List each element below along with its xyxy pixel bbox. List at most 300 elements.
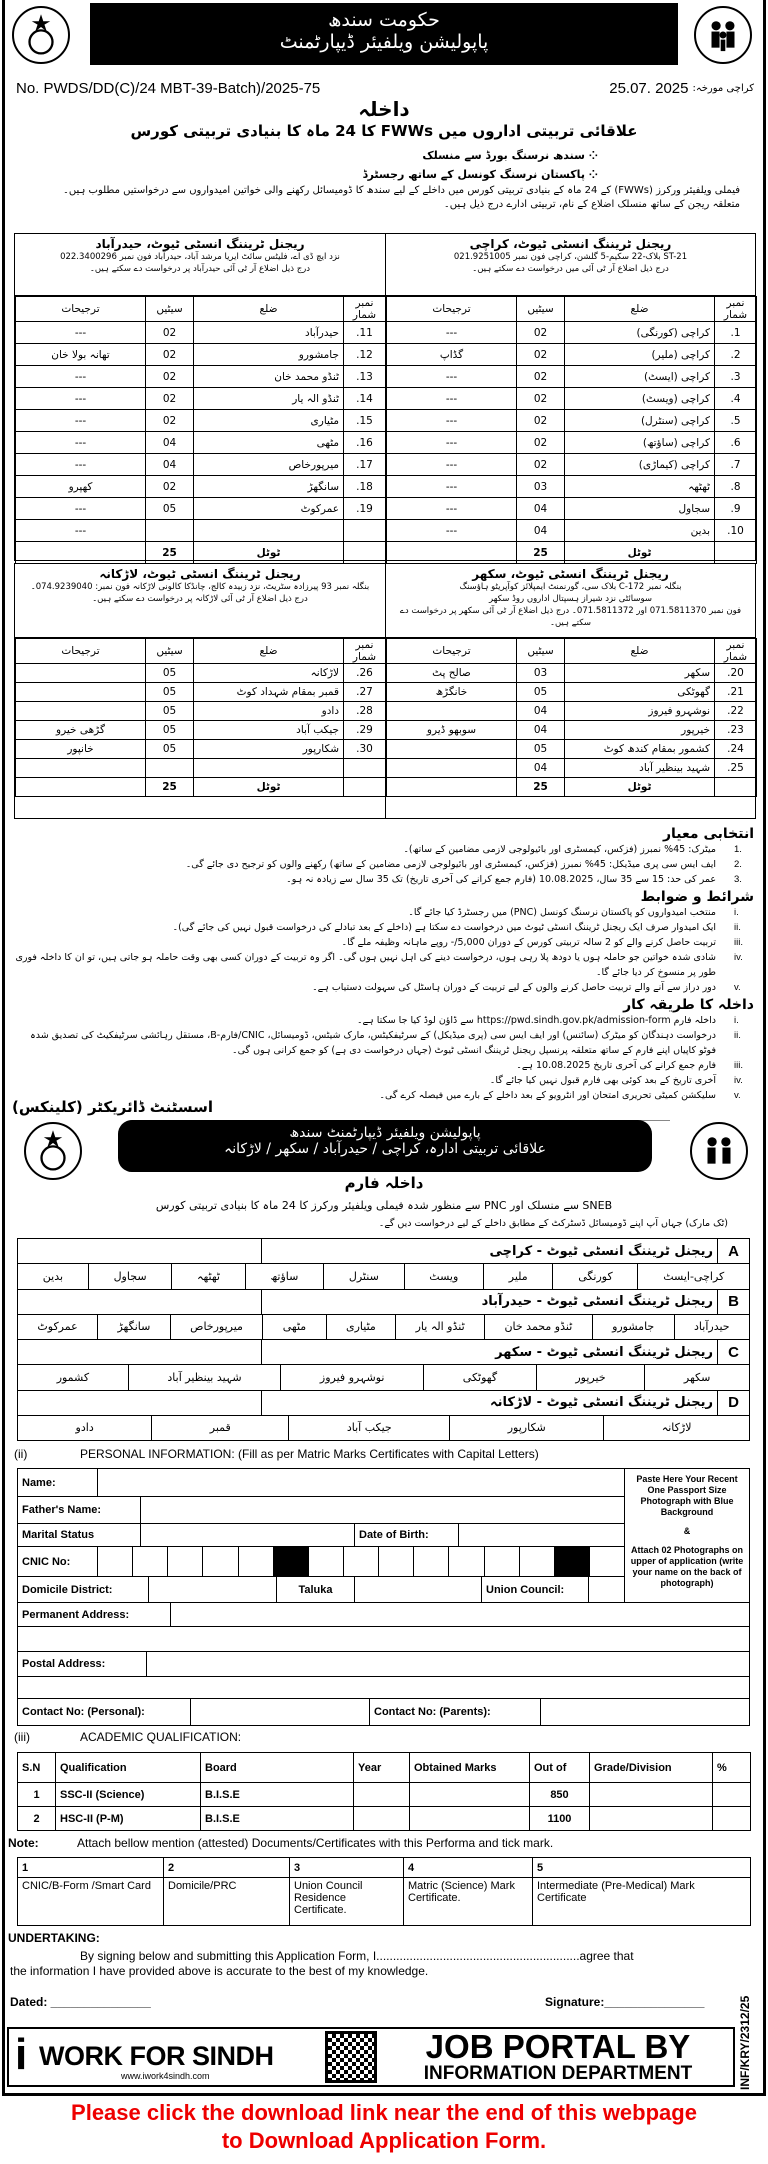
board: B.I.S.E: [201, 1807, 354, 1831]
name-label: Name:: [22, 1476, 56, 1489]
district-option[interactable]: خیرپور: [536, 1365, 645, 1390]
father-name-field[interactable]: [140, 1497, 624, 1523]
seats: [146, 520, 194, 542]
column-header: ترجیحات: [16, 639, 146, 664]
column-header: سیٹیں: [146, 639, 194, 664]
taluka-label: Taluka: [276, 1577, 354, 1602]
footer-url[interactable]: www.iwork4sindh.com: [121, 2071, 210, 2081]
table-row: [16, 410, 386, 432]
item-text: درخواست دہندگان کو میٹرک (سائنس) اور ایف ایس سی (پری میڈیکل) کے سرٹیفکیٹس، مارک شیٹس، ڈومیسائل، CNIC/فارم-B، مستقل رہائشی سرٹیفکیٹ کی تصدیق شدہ فوٹو کاپیاں اپنے فارم کے ساتھ متعلقہ پرنسپل ریجنل ٹریننگ انسٹی ٹیوٹ (جہاں درخواست دی ہے) کو جمع کرانی ہوں گی۔: [30, 1030, 716, 1056]
cnic-digit-box[interactable]: [484, 1547, 519, 1576]
serial-number: 10.: [715, 520, 757, 542]
district-option[interactable]: میرپورخاص: [170, 1315, 263, 1340]
photo-box[interactable]: Paste Here Your Recent One Passport Size Photograph with Blue Background & Attach 02 Photographs on upper of application (write your name on the back of photograph): [624, 1468, 749, 1602]
preference: [16, 702, 146, 721]
preference: گڑھی خیرو: [16, 721, 146, 740]
reference-number: No. PWDS/DD(C)/24 MBT-39-Batch)/2025-75: [16, 80, 321, 97]
serial-number: 19.: [344, 498, 386, 520]
note-label: Note:: [8, 1836, 39, 1850]
seats: 25: [146, 542, 194, 564]
district-option[interactable]: ویسٹ: [404, 1264, 483, 1289]
region-districts-row: [18, 1415, 749, 1441]
preference: تھانہ بولا خان: [16, 344, 146, 366]
column-header: Board: [201, 1753, 354, 1783]
cnic-digit-box[interactable]: [167, 1547, 202, 1576]
serial-number: 27.: [344, 683, 386, 702]
table-row: [16, 344, 386, 366]
region-letter: B: [717, 1290, 749, 1314]
region-title: ریجنل ٹریننگ انسٹی ٹیوٹ - کراچی: [261, 1239, 717, 1263]
institute-header: [386, 234, 755, 296]
form-institutes: علاقائی تربیتی ادارہ، کراچی / حیدرآباد / سکھر / لاڑکانہ: [224, 1141, 546, 1157]
preference: ---: [387, 410, 517, 432]
document-number[interactable]: 4: [404, 1858, 533, 1878]
district: ٹوٹل: [565, 542, 715, 564]
region-letter: A: [717, 1239, 749, 1263]
region-title: ریجنل ٹریننگ انسٹی ٹیوٹ - لاڑکانہ: [261, 1391, 717, 1415]
serial-number: 13.: [344, 366, 386, 388]
cnic-digit-box[interactable]: [202, 1547, 237, 1576]
district-option[interactable]: حیدرآباد: [674, 1315, 749, 1340]
cnic-digit-box[interactable]: [343, 1547, 378, 1576]
bullet-item: ⁘ پاکستان نرسنگ کونسل کے ساتھ رجسٹرڈ: [362, 168, 598, 181]
taluka-field[interactable]: [354, 1577, 481, 1602]
procedure-heading: داخلہ کا طریقہ کار: [623, 997, 754, 1013]
table-row: [387, 702, 757, 721]
serial-number: 12.: [344, 344, 386, 366]
column-header: ترجیحات: [387, 639, 517, 664]
district-option[interactable]: کراچی-ایسٹ: [637, 1264, 749, 1289]
item-text: منتخب امیدواروں کو پاکستان نرسنگ کونسل (PNC) میں رجسٹرڈ کیا جائے گا۔: [408, 907, 716, 918]
table-row: [16, 388, 386, 410]
table-row: [387, 721, 757, 740]
district: مٹیاری: [194, 410, 344, 432]
district-option[interactable]: مٹیاری: [326, 1315, 396, 1340]
bullet-icon: ⁘: [584, 149, 598, 162]
serial-number: [344, 520, 386, 542]
item-number: ii.: [734, 922, 741, 933]
preference: [16, 778, 146, 797]
cnic-dash: [273, 1547, 308, 1576]
cnic-digit-box[interactable]: [378, 1547, 413, 1576]
item-number: iii.: [734, 937, 743, 948]
serial-number: 1.: [715, 322, 757, 344]
table-row: [387, 432, 757, 454]
grade-field[interactable]: [590, 1783, 713, 1807]
district: قمبر بمقام شہداد کوٹ: [194, 683, 344, 702]
domicile-field[interactable]: [148, 1577, 276, 1602]
dob-field[interactable]: [458, 1524, 624, 1546]
region-selection-table: [17, 1238, 750, 1441]
seats: 02: [146, 476, 194, 498]
column-header: Qualification: [56, 1753, 201, 1783]
seats: 04: [146, 432, 194, 454]
district: کراچی (ویسٹ): [565, 388, 715, 410]
permanent-address-field[interactable]: [170, 1603, 749, 1626]
serial-number: 2.: [715, 344, 757, 366]
serial-number: 5.: [715, 410, 757, 432]
serial-number: 25.: [715, 759, 757, 778]
form-dept: پاپولیشن ویلفیئر ڈیپارٹمنٹ سندھ: [289, 1125, 481, 1141]
document-number[interactable]: 1: [18, 1858, 164, 1878]
seats: 04: [517, 759, 565, 778]
institute-hyderabad: [15, 234, 385, 560]
district: [194, 520, 344, 542]
obtained-marks-field[interactable]: [410, 1807, 530, 1831]
district-option[interactable]: جیکب آباد: [288, 1416, 449, 1441]
postal-address-label: Postal Address:: [22, 1658, 106, 1670]
dated-field[interactable]: Dated: _______________: [10, 1995, 151, 2009]
institutes-table-2: [14, 563, 756, 819]
seats: 02: [146, 410, 194, 432]
academic-table: [17, 1752, 751, 1831]
item-text: دور دراز سے آنے والے تربیت حاصل کرنے والوں کے لیے تربیت کے دوران ہاسٹل کی سہولت دستیاب ہے۔: [312, 982, 716, 993]
item-number: 3.: [734, 874, 742, 885]
district-option[interactable]: سکھر: [644, 1365, 749, 1390]
out-of: 850: [530, 1783, 590, 1807]
item-number: v.: [734, 1090, 741, 1101]
region-tick-box[interactable]: [18, 1391, 261, 1415]
serial-number: 18.: [344, 476, 386, 498]
column-header: ترجیحات: [16, 297, 146, 322]
contact-parents-label: Contact No: (Parents):: [369, 1699, 540, 1725]
permanent-address-field-2[interactable]: [18, 1627, 749, 1651]
district-option[interactable]: لاڑکانہ: [603, 1416, 749, 1441]
item-text: ایک امیدوار صرف ایک ریجنل ٹریننگ انسٹی ٹیوٹ میں درخواست دے سکتا ہے (داخلے کے بعد تبادلے کی درخواست قبول نہیں کی جائے گی)۔: [172, 922, 716, 933]
column-header: Obtained Marks: [410, 1753, 530, 1783]
cnic-digit-box[interactable]: [519, 1547, 554, 1576]
serial-number: 21.: [715, 683, 757, 702]
preference: خانگڑھ: [387, 683, 517, 702]
seats: 05: [146, 683, 194, 702]
table-row: [16, 759, 386, 778]
preference: ---: [16, 498, 146, 520]
seats: 02: [517, 388, 565, 410]
column-header: سیٹیں: [146, 297, 194, 322]
qualification: SSC-II (Science): [56, 1783, 201, 1807]
table-row: [16, 476, 386, 498]
terms-item: [14, 905, 754, 920]
cnic-digit-box[interactable]: [448, 1547, 483, 1576]
seats: 04: [517, 498, 565, 520]
district-option[interactable]: قمبر: [151, 1416, 288, 1441]
union-council-field[interactable]: [588, 1577, 624, 1602]
preference: [387, 778, 517, 797]
column-header: Grade/Division: [590, 1753, 713, 1783]
download-note: Please click the download link near the end of this webpage: [71, 2100, 697, 2125]
district-option[interactable]: نوشہرو فیروز: [280, 1365, 423, 1390]
institute-larkana: [15, 564, 385, 818]
seats: 05: [146, 498, 194, 520]
seats: 02: [517, 432, 565, 454]
serial-number: 26.: [344, 664, 386, 683]
percent-field[interactable]: [713, 1807, 751, 1831]
district: [194, 759, 344, 778]
seats: 25: [517, 542, 565, 564]
terms-item: [14, 980, 754, 995]
district: بدین: [565, 520, 715, 542]
header-govt: حکومت سندھ: [328, 9, 440, 31]
population-welfare-logo: [694, 6, 752, 64]
district: کراچی (ایسٹ): [565, 366, 715, 388]
region-districts-row: [18, 1314, 749, 1340]
seats: 03: [517, 476, 565, 498]
district-option[interactable]: سنٹرل: [323, 1264, 403, 1289]
seats: 02: [517, 344, 565, 366]
table-row: [387, 683, 757, 702]
item-number: 2.: [734, 859, 742, 870]
preference: [16, 542, 146, 564]
signature-field[interactable]: Signature:_______________: [545, 1995, 705, 2009]
board: B.I.S.E: [201, 1783, 354, 1807]
seats: 25: [517, 778, 565, 797]
table-row: [16, 721, 386, 740]
undertaking-text: By signing below and submitting this Application Form, I.............................................................agree that: [80, 1949, 634, 1963]
page-title: داخلہ: [358, 97, 410, 121]
district: سانگھڑ: [194, 476, 344, 498]
institute-address: بنگلہ نمبر 93 پیرزادہ سٹریٹ، نزد زبیدہ کالج، چانڈکا کالونی لاڑکانہ فون نمبر: 074.9239040۔: [30, 582, 370, 592]
cnic-digit-box[interactable]: [413, 1547, 448, 1576]
preference: ---: [387, 498, 517, 520]
district-option[interactable]: شکارپور: [449, 1416, 603, 1441]
serial-number: 9.: [715, 498, 757, 520]
obtained-marks-field[interactable]: [410, 1783, 530, 1807]
district-option[interactable]: سانگھڑ: [97, 1315, 170, 1340]
header-dept: پاپولیشن ویلفیئر ڈیپارٹمنٹ: [279, 31, 489, 53]
district-option[interactable]: مٹھی: [262, 1315, 325, 1340]
date: 25.07. 2025: [609, 80, 689, 97]
serial-number: 14.: [344, 388, 386, 410]
serial-number: 28.: [344, 702, 386, 721]
table-row: [387, 664, 757, 683]
year-field[interactable]: [354, 1783, 410, 1807]
qualification: HSC-II (P-M): [56, 1807, 201, 1831]
institute-address: بنگلہ نمبر C-172 بلاک سی، گورنمنٹ ایمپلائز کوآپریٹو ہاؤسنگ: [459, 582, 682, 592]
serial-number: 15.: [344, 410, 386, 432]
district-option[interactable]: جامشورو: [592, 1315, 674, 1340]
population-welfare-logo: [690, 1122, 748, 1180]
preference: ---: [387, 476, 517, 498]
region-header-row: [18, 1339, 749, 1364]
contact-parents-field[interactable]: [540, 1699, 749, 1725]
serial-number: 22.: [715, 702, 757, 721]
institute-header: [15, 234, 385, 296]
item-number: iii.: [734, 1060, 743, 1071]
table-row: [387, 740, 757, 759]
document-number[interactable]: 3: [290, 1858, 404, 1878]
serial-number: 20.: [715, 664, 757, 683]
table-row: [387, 388, 757, 410]
footer-dept: INFORMATION DEPARTMENT: [423, 2062, 693, 2084]
region-tick-box[interactable]: [18, 1290, 261, 1314]
district-option[interactable]: ٹنڈو محمد خان: [484, 1315, 592, 1340]
district-table: [386, 296, 757, 564]
footer-brand: WORK FOR SINDH: [39, 2041, 274, 2071]
region-title: ریجنل ٹریننگ انسٹی ٹیوٹ - سکھر: [261, 1340, 717, 1364]
seats: 03: [517, 664, 565, 683]
undertaking-title: UNDERTAKING:: [8, 1931, 100, 1945]
cnic-digit-box[interactable]: [589, 1547, 624, 1576]
procedure-item: [14, 1073, 754, 1088]
column-header: S.N: [18, 1753, 56, 1783]
photo-instruction: Paste Here Your Recent One Passport Size Photograph with Blue Background: [636, 1474, 738, 1517]
region-tick-box[interactable]: [18, 1239, 261, 1263]
preference: ---: [16, 388, 146, 410]
table-row: [387, 498, 757, 520]
table-row: [18, 1783, 751, 1807]
district: ٹھٹھہ: [565, 476, 715, 498]
district: ٹوٹل: [194, 542, 344, 564]
total-row: [16, 778, 386, 797]
column-header: Year: [354, 1753, 410, 1783]
table-row: [16, 702, 386, 721]
seats: 02: [517, 454, 565, 476]
serial-number: 8.: [715, 476, 757, 498]
marital-status-field[interactable]: [140, 1524, 354, 1546]
column-header: نمبر شمار: [344, 297, 386, 322]
district-table: [15, 296, 386, 564]
date-label: کراچی مورخہ:: [692, 83, 754, 94]
region-letter: C: [717, 1340, 749, 1364]
district-option[interactable]: بدین: [42, 1269, 64, 1283]
download-note-2: to Download Application Form.: [221, 2128, 547, 2153]
serial-number: [344, 759, 386, 778]
district-option[interactable]: ساؤتھ: [245, 1264, 323, 1289]
item-text: ایف ایس سی پری میڈیکل: 45% نمبرز (فزکس، کیمسٹری اور بائیولوجی لازمی مضامین کے ساتھ) رکھنے والوں کو ترجیح دی جائے گی۔: [185, 859, 716, 870]
preference: [16, 664, 146, 683]
table-row: [387, 454, 757, 476]
column-header: سیٹیں: [517, 297, 565, 322]
table-row: [16, 664, 386, 683]
column-header: ضلع: [194, 639, 344, 664]
percent-field[interactable]: [713, 1783, 751, 1807]
institute-address: فون نمبر 071.5811370 اور 071.5811372۔ درج ذیل اضلاع آر ٹی آئی سکھر پر درخواست دے سکتے ہیں۔: [399, 606, 742, 628]
item-number: v.: [734, 982, 741, 993]
cnic-digit-box[interactable]: [308, 1547, 343, 1576]
serial-number: 7.: [715, 454, 757, 476]
district-option[interactable]: گھوٹکی: [423, 1365, 536, 1390]
region-title: ریجنل ٹریننگ انسٹی ٹیوٹ - حیدرآباد: [261, 1290, 717, 1314]
district-option[interactable]: کشمور: [56, 1370, 90, 1384]
region-header-row: [18, 1390, 749, 1415]
preference: ---: [16, 454, 146, 476]
contact-personal-label: Contact No: (Personal):: [22, 1706, 145, 1718]
district-option[interactable]: سجاول: [88, 1264, 171, 1289]
preference: خانپور: [16, 740, 146, 759]
name-field[interactable]: [97, 1469, 624, 1496]
ad-code: INF/KRY/2312/25: [738, 1995, 752, 2090]
postal-address-field-2[interactable]: [18, 1677, 749, 1698]
form-header-band: [118, 1120, 652, 1172]
cnic-digit-box[interactable]: [97, 1547, 132, 1576]
serial-number: 1: [18, 1783, 56, 1807]
cnic-digit-box[interactable]: [238, 1547, 273, 1576]
table-row: [16, 740, 386, 759]
district: خیرپور: [565, 721, 715, 740]
institute-title: ریجنل ٹریننگ انسٹی ٹیوٹ، کراچی: [469, 237, 672, 251]
serial-number: 24.: [715, 740, 757, 759]
seats: 02: [146, 322, 194, 344]
institute-address: سوسائٹی نزد شیراز ہسپتال اداروں روڈ سکھر: [489, 594, 652, 604]
column-header: ضلع: [565, 297, 715, 322]
grade-field[interactable]: [590, 1807, 713, 1831]
postal-address-field[interactable]: [146, 1652, 749, 1676]
table-header-row: [18, 1753, 751, 1783]
district: دادو: [194, 702, 344, 721]
intro-paragraph: متعلقہ ریجن کے ساتھ منسلک اضلاع کے نام، تربیتی ادارے درج ذیل ہیں۔: [443, 199, 740, 210]
job-portal-footer: [7, 2027, 735, 2087]
preference: صالح پٹ: [387, 664, 517, 683]
section-number: (iii): [14, 1730, 30, 1744]
district-option[interactable]: ٹنڈو الہ یار: [395, 1315, 484, 1340]
procedure-item: [14, 1058, 754, 1073]
table-row: [387, 344, 757, 366]
institute-address: درج ذیل اضلاع آر ٹی آئی حیدرآباد پر درخواست دے سکتے ہیں۔: [89, 264, 311, 274]
item-number: ii.: [734, 1030, 741, 1041]
district-option[interactable]: کورنگی: [552, 1264, 637, 1289]
table-row: [387, 476, 757, 498]
eligibility-item: [14, 872, 754, 887]
district-table: [15, 638, 386, 797]
preference: [387, 702, 517, 721]
district: ٹنڈو الہ یار: [194, 388, 344, 410]
contact-personal-field[interactable]: [190, 1699, 369, 1725]
cnic-label: CNIC No:: [22, 1555, 71, 1568]
district-option[interactable]: شہید بینظیر آباد: [128, 1365, 281, 1390]
union-council-label: Union Council:: [481, 1577, 588, 1602]
item-number: iv.: [734, 952, 743, 963]
item-text: تربیت حاصل کرنے والے کو 2 سالہ تربیتی کورس کے دوران 5,000/- روپے ماہانہ وظیفہ ملے گا۔: [341, 937, 716, 948]
district-option[interactable]: ٹھٹھہ: [171, 1264, 244, 1289]
seats: 02: [517, 366, 565, 388]
preference: ---: [387, 366, 517, 388]
item-text: داخلہ فارم https://pwd.sindh.gov.pk/admission-form سے ڈاؤن لوڈ کیا جا سکتا ہے۔: [356, 1015, 716, 1026]
terms-heading: شرائط و ضوابط: [640, 889, 754, 905]
table-row: [387, 322, 757, 344]
district-option[interactable]: دادو: [75, 1421, 94, 1435]
intro-paragraph: فیملی ویلفیئر ورکرز (FWWs) کے 24 ماہ کے بنیادی تربیتی کورس میں داخلے کے لیے سندھ کا ڈومیسائل رکھنے والی خواتین امیدواروں سے درخواستیں مطلوب ہیں۔: [63, 185, 740, 196]
document-number[interactable]: 2: [164, 1858, 290, 1878]
qr-code-icon[interactable]: [325, 2031, 377, 2083]
eligibility-item: [14, 857, 754, 872]
district: عمرکوٹ: [194, 498, 344, 520]
district: کراچی (کورنگی): [565, 322, 715, 344]
year-field[interactable]: [354, 1807, 410, 1831]
district-table: [386, 638, 757, 797]
domicile-label: Domicile District:: [22, 1583, 113, 1596]
seats: [146, 759, 194, 778]
seats: 05: [146, 721, 194, 740]
preference: ---: [16, 410, 146, 432]
district-option[interactable]: ملیر: [483, 1264, 552, 1289]
institute-header: [386, 564, 755, 638]
total-row: [16, 542, 386, 564]
item-text: میٹرک: 45% نمبرز (فزکس، کیمسٹری اور بائیولوجی لازمی مضامین کے ساتھ)۔: [403, 844, 716, 855]
academic-title: ACADEMIC QUALIFICATION:: [80, 1730, 242, 1744]
region-tick-box[interactable]: [18, 1340, 261, 1364]
cnic-digit-box[interactable]: [132, 1547, 167, 1576]
district: نوشہرو فیروز: [565, 702, 715, 721]
seats: 05: [146, 740, 194, 759]
serial-number: 17.: [344, 454, 386, 476]
item-text: فارم جمع کرانے کی آخری تاریخ 10.08.2025 ہے۔: [516, 1060, 716, 1071]
table-header-row: [16, 639, 386, 664]
district-option[interactable]: عمرکوٹ: [37, 1320, 78, 1334]
preference: سوبھو ڈیرو: [387, 721, 517, 740]
district: حیدرآباد: [194, 322, 344, 344]
seats: 02: [517, 410, 565, 432]
document-number[interactable]: 5: [533, 1858, 751, 1878]
